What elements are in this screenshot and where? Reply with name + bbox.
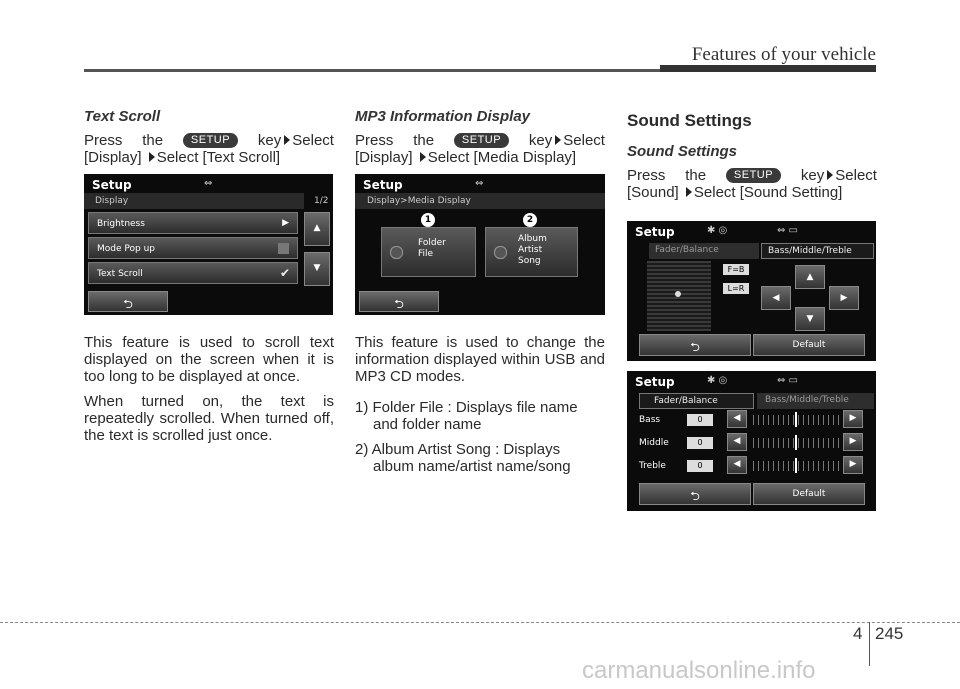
arrow-right-icon: [827, 170, 833, 180]
middle-slider-thumb[interactable]: [795, 435, 797, 450]
item-label: Text Scroll: [97, 269, 143, 279]
item-label: Mode Pop up: [97, 244, 155, 254]
usb-icon: ⇔: [204, 178, 213, 189]
usb-icon: ⇔: [475, 178, 484, 189]
screen-fader-balance: [627, 221, 876, 361]
middle-slider[interactable]: [753, 438, 841, 448]
eq-value: 0: [687, 414, 713, 426]
page-indicator: 1/2: [314, 196, 329, 206]
scroll-up-button[interactable]: ▲: [304, 212, 330, 246]
play-icon: ▶: [282, 218, 289, 228]
running-header: Features of your vehicle: [691, 44, 876, 65]
eq-label: Treble: [639, 461, 666, 471]
scroll-down-button[interactable]: ▼: [304, 252, 330, 286]
middle-increase-button[interactable]: ▶: [843, 433, 863, 451]
screen-title: Setup: [92, 178, 132, 192]
arrow-right-icon: [284, 135, 290, 145]
back-button[interactable]: ⮌: [88, 291, 168, 312]
column2-body: [355, 334, 605, 483]
path-display: [Display]: [355, 149, 413, 166]
radio-icon: [390, 246, 403, 259]
screen-title: Setup: [363, 178, 403, 192]
tab-fader-balance[interactable]: Fader/Balance: [639, 393, 754, 409]
instruction-line-2: [355, 149, 605, 166]
option-album-artist-song[interactable]: [485, 227, 578, 277]
press-word: Press: [355, 132, 394, 149]
chapter-number: 4: [853, 624, 863, 643]
option-label: Folder File: [418, 238, 446, 259]
page-separator: [869, 622, 870, 666]
the-word: the: [142, 132, 164, 149]
treble-slider-thumb[interactable]: [795, 458, 797, 473]
bass-increase-button[interactable]: ▶: [843, 410, 863, 428]
treble-slider[interactable]: [753, 461, 841, 471]
list-item-text-scroll[interactable]: [88, 262, 298, 284]
path-select: Select [Sound Setting]: [693, 184, 843, 201]
crumb: Display>Media Display: [367, 196, 471, 206]
header-tab: [660, 65, 876, 72]
paragraph: When turned on, the text is repeatedly scrolled. When turned off, the text is scrolled just once.: [84, 393, 334, 444]
path-sound: [Sound]: [627, 184, 679, 201]
callout-1: 1: [421, 213, 435, 227]
usb-icon: ⇔ ▭: [777, 375, 799, 386]
bass-slider[interactable]: [753, 415, 841, 425]
eq-value: 0: [687, 460, 713, 472]
back-button[interactable]: ⮌: [639, 334, 751, 356]
middle-decrease-button[interactable]: ◀: [727, 433, 747, 451]
key-word: key: [800, 167, 825, 184]
list-item-mode-popup[interactable]: [88, 237, 298, 259]
subheading-sound-settings: Sound Settings: [627, 143, 737, 160]
tab-fader-balance[interactable]: Fader/Balance: [649, 243, 759, 259]
key-word: key: [528, 132, 553, 149]
balance-right-button[interactable]: ▶: [829, 286, 859, 310]
watermark: carmanualsonline.info: [582, 657, 816, 684]
screen-bass-middle-treble: [627, 371, 876, 511]
instruction-line: [627, 167, 877, 184]
heading-mp3-info: MP3 Information Display: [355, 108, 531, 125]
path-select: Select [Text Scroll]: [156, 149, 281, 166]
select-word: Select: [835, 167, 877, 184]
key-word: key: [257, 132, 282, 149]
setup-key-badge: SETUP: [454, 133, 509, 148]
screen-media-display: [355, 174, 605, 315]
setup-key-badge: SETUP: [726, 168, 781, 183]
page-number: 245: [875, 624, 904, 643]
bluetooth-icon: ✱ ◎: [707, 225, 728, 236]
eq-value: 0: [687, 437, 713, 449]
arrow-right-icon: [149, 152, 155, 162]
tab-bass-middle-treble[interactable]: Bass/Middle/Treble: [761, 243, 874, 259]
setup-key-badge: SETUP: [183, 133, 238, 148]
column-text-scroll: [84, 108, 334, 174]
default-button[interactable]: Default: [753, 334, 865, 356]
fb-indicator: F=B: [723, 264, 749, 275]
paragraph: This feature is used to scroll text displayed on the screen when it is too long to be displayed at once.: [84, 334, 334, 385]
column-sound-settings: [627, 108, 877, 209]
bass-decrease-button[interactable]: ◀: [727, 410, 747, 428]
check-icon[interactable]: ✔: [279, 266, 290, 280]
balance-left-button[interactable]: ◀: [761, 286, 791, 310]
path-display: [Display]: [84, 149, 142, 166]
treble-decrease-button[interactable]: ◀: [727, 456, 747, 474]
press-word: Press: [84, 132, 123, 149]
the-word: the: [685, 167, 707, 184]
arrow-right-icon: [686, 187, 692, 197]
fader-up-button[interactable]: ▲: [795, 265, 825, 289]
eq-label: Bass: [639, 415, 661, 425]
lr-indicator: L=R: [723, 283, 749, 294]
option-label: Album Artist Song: [518, 234, 547, 266]
select-word: Select: [563, 132, 605, 149]
list-item: 1) Folder File : Displays file name and folder name: [355, 399, 578, 433]
arrow-right-icon: [555, 135, 561, 145]
screen-title: Setup: [635, 375, 675, 389]
list-item-brightness[interactable]: [88, 212, 298, 234]
checkbox-icon[interactable]: [278, 243, 289, 254]
screen-title: Setup: [635, 225, 675, 239]
back-button[interactable]: ⮌: [359, 291, 439, 312]
screen-display-setup: [84, 174, 333, 315]
select-word: Select: [292, 132, 334, 149]
eq-label: Middle: [639, 438, 669, 448]
balance-point[interactable]: [675, 291, 681, 297]
instruction-line-2: [84, 149, 334, 166]
instruction-line: [355, 132, 605, 149]
item-label: Brightness: [97, 219, 145, 229]
instruction-line-2: [627, 184, 877, 201]
instruction-line: [84, 132, 334, 149]
press-word: Press: [627, 167, 666, 184]
callout-2: 2: [523, 213, 537, 227]
the-word: the: [413, 132, 435, 149]
option-folder-file[interactable]: [381, 227, 476, 277]
path-select: Select [Media Display]: [427, 149, 577, 166]
heading-sound-settings: Sound Settings: [627, 111, 752, 130]
treble-increase-button[interactable]: ▶: [843, 456, 863, 474]
tab-bass-middle-treble[interactable]: Bass/Middle/Treble: [757, 393, 874, 409]
bass-slider-thumb[interactable]: [795, 412, 797, 427]
column1-body: [84, 334, 334, 452]
heading-text-scroll: Text Scroll: [84, 108, 161, 125]
radio-icon: [494, 246, 507, 259]
fader-down-button[interactable]: ▼: [795, 307, 825, 331]
list-item: 2) Album Artist Song : Displays album name/artist name/song: [355, 441, 571, 475]
usb-icon: ⇔ ▭: [777, 225, 799, 236]
back-button[interactable]: ⮌: [639, 483, 751, 505]
default-button[interactable]: Default: [753, 483, 865, 505]
bluetooth-icon: ✱ ◎: [707, 375, 728, 386]
arrow-right-icon: [420, 152, 426, 162]
crumb: Display: [95, 196, 129, 206]
column-mp3-info: [355, 108, 605, 174]
paragraph: This feature is used to change the information displayed within USB and MP3 CD modes.: [355, 334, 605, 385]
footer-rule: [0, 622, 960, 623]
